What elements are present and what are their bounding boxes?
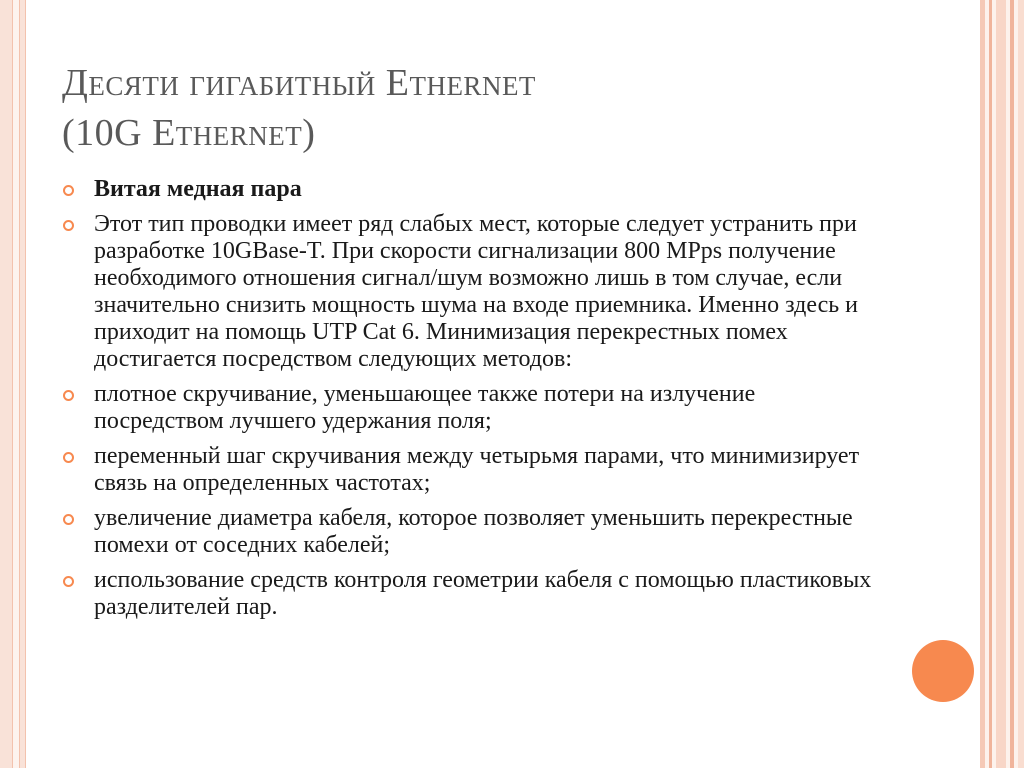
stripe — [996, 0, 1006, 768]
decorative-circle — [912, 640, 974, 702]
bullet-text: Витая медная пара — [94, 176, 302, 202]
right-stripes-decoration — [980, 0, 1024, 768]
bullet-circle-icon — [63, 390, 74, 401]
bullet-list — [62, 176, 882, 629]
bullet-circle-icon — [63, 514, 74, 525]
bullet-item — [62, 567, 882, 621]
bullet-circle-icon — [63, 452, 74, 463]
stripe — [1010, 0, 1014, 768]
bullet-text: Этот тип проводки имеет ряд слабых мест, которые следует устранить при разработке 10GBase-T. При скорости сигнализации 800 MPps получение необходимого отношения сигнал/шум возможно лишь в том случае, если значительно снизить мощность шума на входе приемника. Именно здесь и приходит на помощь UTP Cat 6. Минимизация перекрестных помех достигается посредством следующих методов: — [94, 211, 859, 372]
bullet-text: использование средств контроля геометрии кабеля с помощью пластиковых разделителей пар. — [94, 567, 872, 620]
bullet-text: плотное скручивание, уменьшающее также потери на излучение посредством лучшего удержания поля; — [94, 381, 756, 434]
bullet-circle-icon — [63, 576, 74, 587]
bullet-item — [62, 211, 882, 373]
bullet-circle-icon — [63, 185, 74, 196]
bullet-text: увеличение диаметра кабеля, которое позволяет уменьшить перекрестные помехи от соседних кабелей; — [94, 505, 853, 558]
bullet-item — [62, 505, 882, 559]
bullet-text: переменный шаг скручивания между четырьмя парами, что минимизирует связь на определенных частотах; — [94, 443, 860, 496]
stripe — [980, 0, 985, 768]
title-line-2: (10G Ethernet) — [62, 112, 316, 154]
left-border-decoration — [0, 0, 26, 768]
left-border-inner — [12, 0, 20, 768]
bullet-item — [62, 443, 882, 497]
bullet-circle-icon — [63, 220, 74, 231]
stripe — [989, 0, 992, 768]
stripe — [1018, 0, 1024, 768]
title-line-1: Десяти гигабитный Ethernet — [62, 62, 536, 104]
bullet-item — [62, 176, 882, 203]
bullet-item — [62, 381, 882, 435]
slide-title — [62, 58, 922, 158]
